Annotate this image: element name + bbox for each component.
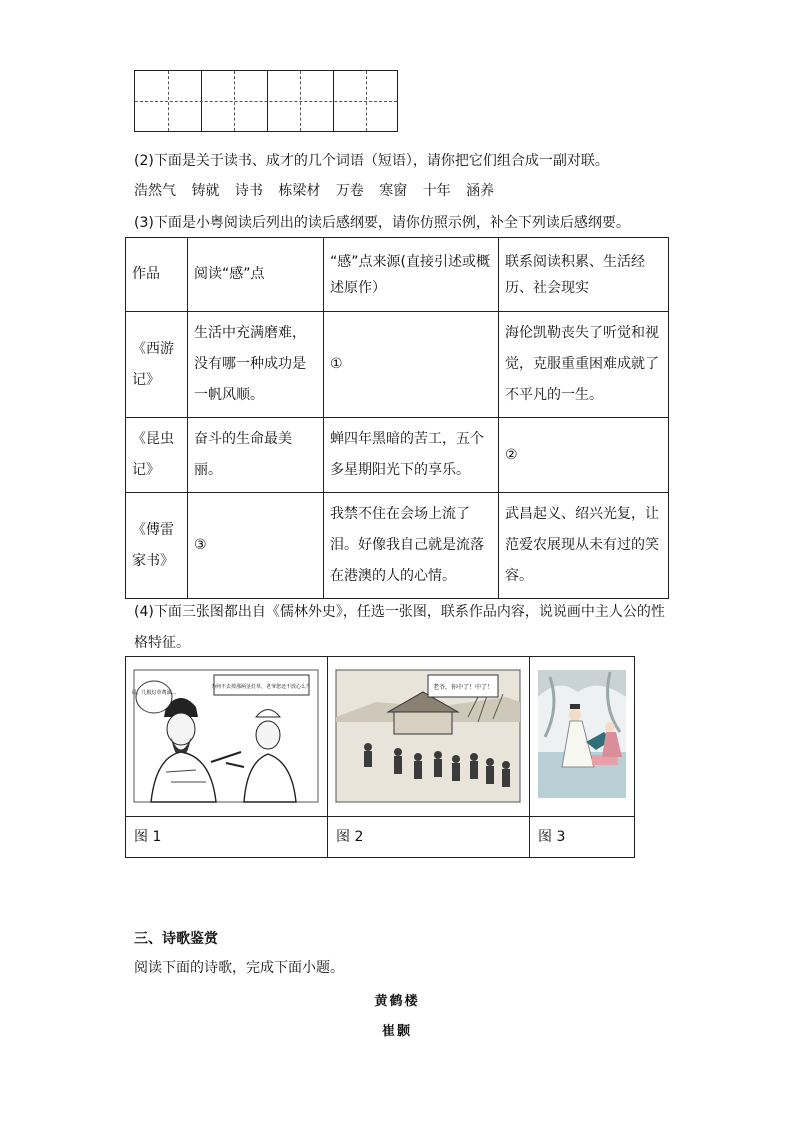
reading-notes-table [125, 237, 669, 599]
word: 寒窗 [379, 183, 408, 199]
answer-blank-1[interactable]: ① [324, 312, 499, 418]
pictures-table [125, 656, 635, 858]
word: 诗书 [234, 183, 263, 199]
header-cell: 阅读“感”点 [188, 238, 324, 312]
table-header-row [126, 238, 669, 312]
header-cell: 作品 [126, 238, 188, 312]
writing-grid [134, 70, 398, 132]
cell: 《傅雷家书》 [126, 493, 188, 599]
header-cell: 联系阅读积累、生活经历、社会现实 [499, 238, 669, 312]
cell: 海伦凯勒丧失了听觉和视觉，克服重重困难成就了不平凡的一生。 [499, 312, 669, 418]
cell: 奋斗的生命最美丽。 [188, 418, 324, 493]
q2-word-list [134, 180, 505, 200]
word: 万卷 [335, 183, 364, 199]
bubble: 老爷，你中了！中了！ [432, 684, 494, 691]
cell: 《昆虫记》 [126, 418, 188, 493]
caption-2: 图 2 [328, 817, 530, 858]
picture-3-illustration [530, 657, 633, 812]
picture-1-cell [126, 657, 328, 817]
table-row [126, 418, 669, 493]
picture-2-cell [328, 657, 530, 817]
answer-blank-2[interactable]: ② [499, 418, 669, 493]
picture-2-illustration [328, 657, 528, 812]
word: 十年 [422, 183, 451, 199]
q4-prompt-line1: (4)下面三张图都出自《儒林外史》，任选一张图，联系作品内容，说说画中主人公的性 [134, 604, 665, 620]
bubble-right: 为何不去掉那两茎灯草，老爷您还不放心么？ [210, 684, 312, 690]
cell: 我禁不住在会场上流了泪。好像我自己就是流落在港澳的人的心情。 [324, 493, 499, 599]
caption-3: 图 3 [530, 817, 635, 858]
cell: 武昌起义、绍兴光复，让范爱农展现从未有过的笑容。 [499, 493, 669, 599]
table-row [126, 312, 669, 418]
picture-3-cell [530, 657, 635, 817]
table-row [126, 493, 669, 599]
q3-prompt: (3)下面是小粤阅读后列出的读后感纲要，请你仿照示例，补全下列读后感纲要。 [134, 215, 630, 231]
poem-author: 崔颢 [381, 1024, 412, 1039]
word: 栋梁材 [278, 183, 321, 199]
poem-title: 黄鹤楼 [374, 994, 420, 1009]
cell: 生活中充满磨难，没有哪一种成功是一帆风顺。 [188, 312, 324, 418]
caption-1: 图 1 [126, 817, 328, 858]
q4-prompt-line2: 格特征。 [134, 635, 190, 651]
cell: 《西游记》 [126, 312, 188, 418]
section-heading: 三、诗歌鉴赏 [134, 931, 218, 947]
q2-prompt: (2)下面是关于读书、成才的几个词语（短语），请你把它们组合成一副对联。 [134, 153, 609, 169]
answer-blank-3[interactable]: ③ [188, 493, 324, 599]
header-cell: “感”点来源(直接引述或概述原作） [324, 238, 499, 312]
cell: 蝉四年黑暗的苦工，五个多星期阳光下的享乐。 [324, 418, 499, 493]
word: 铸就 [191, 183, 220, 199]
picture-1-illustration [126, 657, 326, 812]
section-instruction: 阅读下面的诗歌，完成下面小题。 [134, 960, 344, 976]
word: 涵养 [466, 183, 495, 199]
bubble-left: 哥，几根灯草费油… [131, 690, 177, 696]
word: 浩然气 [134, 183, 176, 199]
